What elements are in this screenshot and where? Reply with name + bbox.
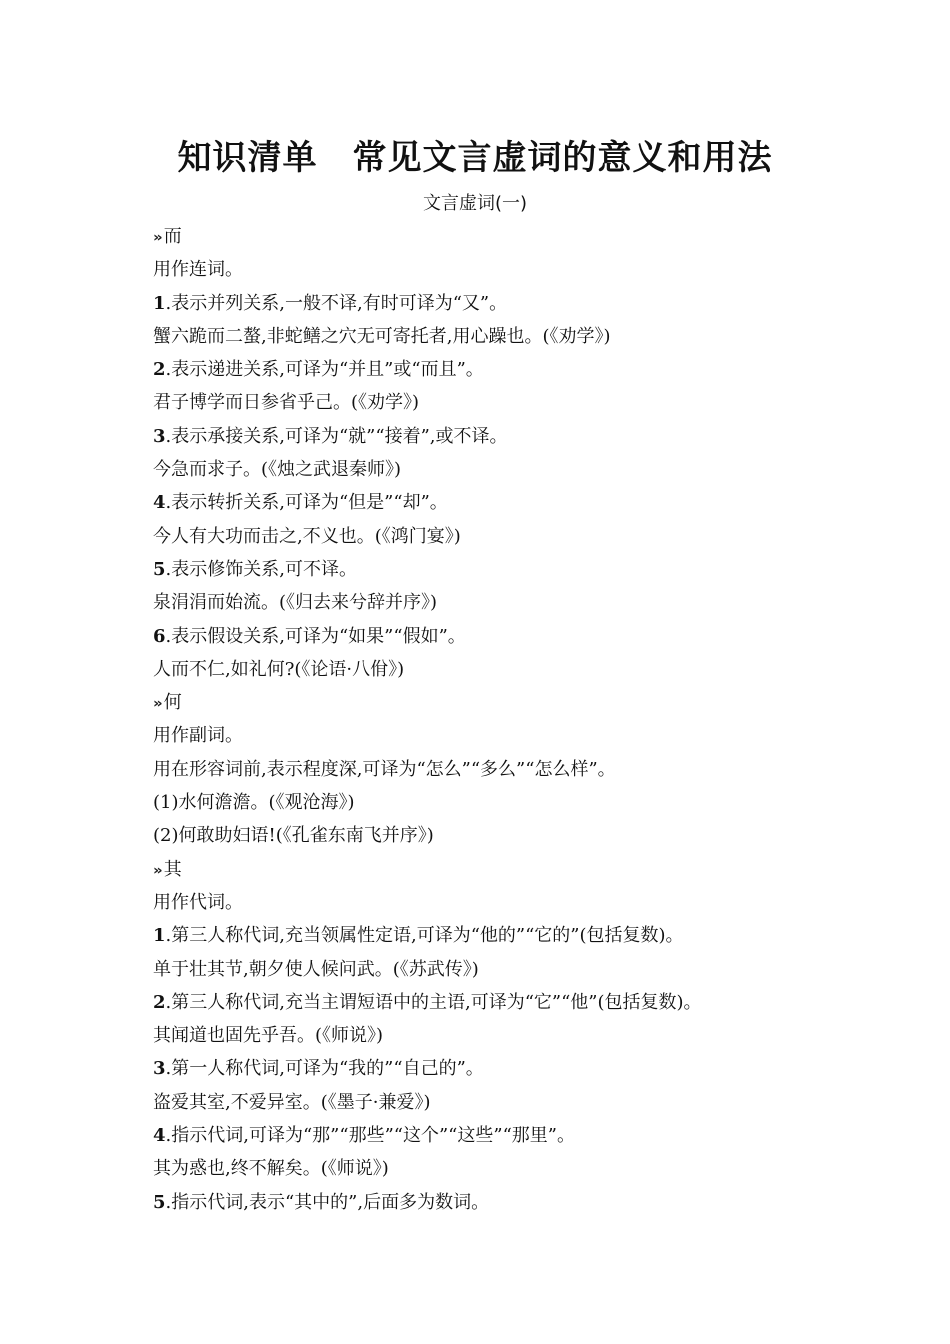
example-line [153,1086,833,1119]
example-line [153,520,833,553]
section-heading [153,220,833,253]
rule-number: 5 [153,1191,166,1213]
rule-number: 2 [153,359,166,381]
line-text: 盗爱其室,不爱异室。(《墨子·兼爱》) [153,1091,431,1113]
rule-number: 4 [153,492,166,514]
line-text: .表示递进关系,可译为“并且”或“而且”。 [165,359,484,381]
section-intro: 用作代词。 [153,891,243,913]
line-text: .第三人称代词,充当领属性定语,可译为“他的”“它的”(包括复数)。 [165,925,684,947]
line-text: 君子博学而日参省乎己。(《劝学》) [153,392,420,414]
rule-number: 6 [153,625,166,647]
numbered-rule [153,486,833,519]
numbered-rule [153,620,833,653]
line-text: (1)水何澹澹。(《观沧海》) [153,792,355,814]
section-heading [153,686,833,719]
chevron-icon: » [153,695,160,712]
example-line [153,1019,833,1052]
line-text: 今急而求子。(《烛之武退秦师》) [153,459,402,481]
line-text: .第一人称代词,可译为“我的”“自己的”。 [165,1058,484,1080]
line-text: (2)何敢助妇语!(《孔雀东南飞并序》) [153,825,434,847]
line-text: 今人有大功而击之,不义也。(《鸿门宴》) [153,525,461,547]
example-line [153,753,833,786]
example-line [153,1152,833,1185]
section-heading [153,853,833,886]
numbered-rule [153,1186,833,1219]
numbered-rule [153,420,833,453]
line-text: .指示代词,可译为“那”“那些”“这个”“这些”“那里”。 [165,1125,575,1147]
line-text: 人而不仁,如礼何?(《论语·八佾》) [153,658,405,680]
line-text: .指示代词,表示“其中的”,后面多为数词。 [165,1191,490,1213]
example-line [153,653,833,686]
numbered-rule [153,287,833,320]
section-intro: 用作连词。 [153,259,243,281]
line-text: 泉涓涓而始流。(《归去来兮辞并序》) [153,592,438,614]
numbered-rule [153,1052,833,1085]
line-text: 其闻道也固先乎吾。(《师说》) [153,1025,384,1047]
example-line [153,786,833,819]
section-intro: 用作副词。 [153,725,243,747]
rule-number: 2 [153,991,166,1013]
line-text: .第三人称代词,充当主谓短语中的主语,可译为“它”“他”(包括复数)。 [165,991,702,1013]
chevron-icon: » [153,861,160,878]
rule-number: 3 [153,1058,166,1080]
example-line [153,453,833,486]
numbered-rule [153,353,833,386]
rule-number: 1 [153,925,166,947]
line-text: .表示修饰关系,可不译。 [165,558,357,580]
rule-number: 3 [153,425,166,447]
numbered-rule [153,919,833,952]
example-line [153,953,833,986]
rule-number: 1 [153,292,166,314]
line-text: 蟹六跪而二螯,非蛇鳝之穴无可寄托者,用心躁也。(《劝学》) [153,325,611,347]
chevron-icon: » [153,228,160,246]
example-line [153,586,833,619]
line-text: .表示承接关系,可译为“就”“接着”,或不译。 [165,425,508,447]
line-text: 用在形容词前,表示程度深,可译为“怎么”“多么”“怎么样”。 [153,758,616,780]
numbered-rule [153,986,833,1019]
page-subtitle: 文言虚词(一) [422,193,528,214]
line-text: .表示假设关系,可译为“如果”“假如”。 [165,625,466,647]
example-line [153,819,833,852]
rule-number: 5 [153,558,166,580]
example-line [153,320,833,353]
section-word: 其 [163,858,182,880]
line-text: .表示并列关系,一般不译,有时可译为“又”。 [165,292,508,314]
numbered-rule [153,1119,833,1152]
line-text: 其为惑也,终不解矣。(《师说》) [153,1158,389,1180]
section-word: 何 [163,692,182,714]
page-title: 知识清单 常见文言虚词的意义和用法 [177,138,773,178]
example-line [153,386,833,419]
line-text: 单于壮其节,朝夕使人候问武。(《苏武传》) [153,958,479,980]
section-word: 而 [163,226,182,247]
content-body [153,220,833,1219]
rule-number: 4 [153,1125,166,1147]
numbered-rule [153,553,833,586]
line-text: .表示转折关系,可译为“但是”“却”。 [165,492,448,514]
